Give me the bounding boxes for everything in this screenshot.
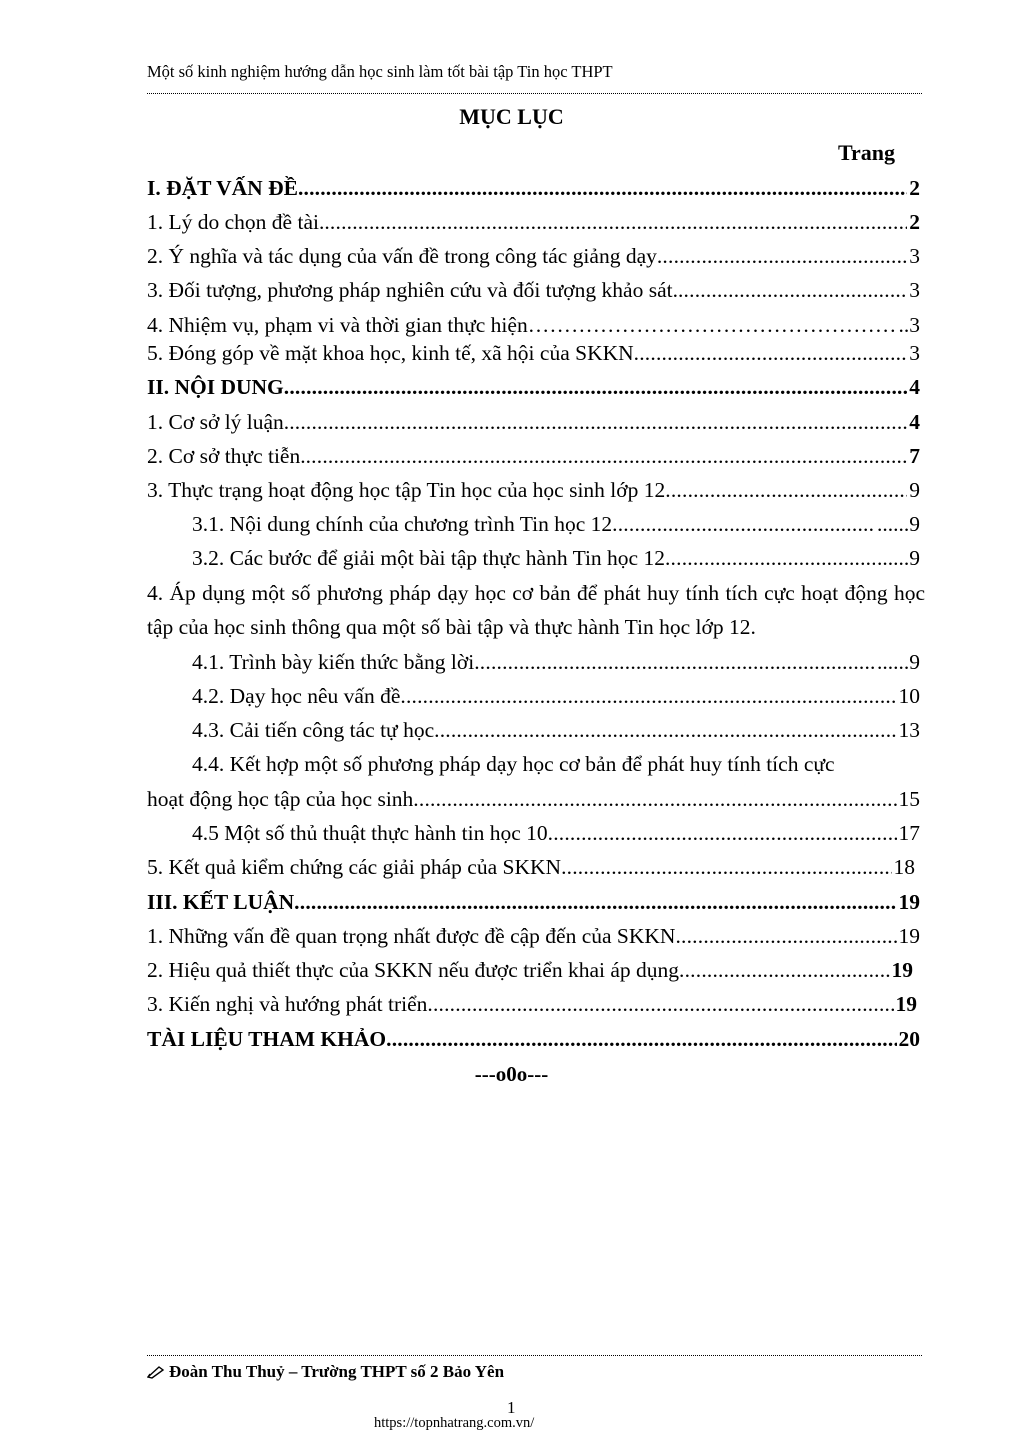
toc-label: 4. Áp dụng một số phương pháp dạy học cơ bản để phát huy tính tích cực hoạt động học tập của học sinh thông qua một số bài tập và thực hành Tin học lớp 12. [147,581,925,639]
toc-label: 1. Cơ sở lý luận. [147,410,290,434]
leader-dots [298,171,907,205]
leader-dots [612,507,875,541]
toc-entry-2-5[interactable] [147,850,915,884]
author-text: Đoàn Thu Thuỷ – Trường THPT số 2 Bảo Yên [169,1362,505,1381]
toc-label: 1. Lý do chọn đề tài. [147,210,325,234]
toc-page: 4 [909,375,920,399]
toc-label: 4.1. Trình bày kiến thức bằng lời [192,650,475,674]
toc-label: 4.2. Dạy học nêu vấn đề [192,684,401,708]
toc-page: 9 [909,478,920,502]
toc-entry-1-3[interactable] [147,273,920,307]
leader-dots [548,816,897,850]
leader-dots [386,1022,896,1056]
leader-dots [413,782,896,816]
toc-label: 4. Nhiệm vụ, phạm vi và thời gian thực hiện [147,313,528,337]
toc-page: ..3 [898,313,920,337]
toc-page: 4 [909,410,920,434]
leader-dots [324,205,907,239]
page-header: Một số kinh nghiệm hướng dẫn học sinh làm tốt bài tập Tin học THPT [147,62,613,81]
leader-dots [679,953,889,987]
toc-page: 7 [909,444,920,468]
leader-dots [434,713,896,747]
toc-entry-1-5[interactable] [147,336,920,370]
leader-dots [294,885,896,919]
toc-entry-2-4[interactable] [147,576,925,644]
toc-label: I. ĐẶT VẤN ĐỀ [147,176,298,200]
page-column-label: Trang [838,140,896,165]
toc-label: 2. Hiệu quả thiết thực của SKKN nếu được triển khai áp dụng [147,958,680,982]
toc-entry-3-3[interactable] [147,987,917,1021]
end-mark: ---o0o--- [474,1062,549,1086]
footer-divider [147,1355,922,1356]
toc-page: 19 [898,924,920,948]
page-number: 1 [507,1398,516,1417]
toc-entry-3-1[interactable] [147,919,920,953]
toc-page: 15 [898,787,920,811]
toc-entry-2-4-5[interactable] [192,816,920,850]
toc-label: 1. Những vấn đề quan trọng nhất được đề cập đến của SKKN [147,924,676,948]
leader-dots [427,987,893,1021]
toc-label: 5. Kết quả kiểm chứng các giải pháp của SKKN [147,855,562,879]
toc-label: 3.1. Nội dung chính của chương trình Tin học 12 [192,512,613,536]
toc-label: hoạt động học tập của học sinh [147,787,414,811]
toc-label: 3. Kiến nghị và hướng phát triển [147,992,428,1016]
source-url[interactable]: https://topnhatrang.com.vn/ [374,1415,535,1431]
toc-entry-2-3[interactable] [147,473,920,507]
toc-page: 13 [898,718,920,742]
toc-entry-part-2[interactable] [147,370,920,404]
toc-label: 2. Cơ sở thực tiễn. [147,444,306,468]
toc-page: 17 [898,821,920,845]
toc-label: 4.3. Cải tiến công tác tự học [192,718,435,742]
toc-page: 2 [909,176,920,200]
toc-page: 3 [909,341,920,365]
toc-page: 18 [893,855,915,879]
toc-entry-2-4-4[interactable] [147,747,925,781]
toc-entry-2-4-2[interactable] [192,679,920,713]
leader-dots [657,239,907,273]
leader-dots [284,370,907,404]
leader-dots [306,439,908,473]
toc-entry-2-2[interactable] [147,439,920,473]
toc-entry-part-1[interactable] [147,171,920,205]
toc-label: 4.4. Kết hợp một số phương pháp dạy học cơ bản để phát huy tính tích cực [192,752,835,776]
toc-entry-1-2[interactable] [147,239,920,273]
toc-entry-2-1[interactable] [147,405,920,439]
toc-page: 19 [895,992,917,1016]
toc-label: 3.2. Các bước để giải một bài tập thực hành Tin học 12 [192,546,665,570]
pen-icon [147,1364,165,1384]
toc-entry-2-4-3[interactable] [192,713,920,747]
toc-entry-2-3-2[interactable] [192,541,920,575]
header-divider [147,93,922,94]
toc-page: 3 [909,278,920,302]
toc-label: 4.5 Một số thủ thuật thực hành tin học 10 [192,821,548,845]
leader-dots [561,850,891,884]
toc-label: 2. Ý nghĩa và tác dụng của vấn đề trong công tác giảng dạy [147,244,657,268]
toc-page: ......9 [877,512,920,536]
toc-label: 3. Thực trạng hoạt động học tập Tin học của học sinh lớp 12 [147,478,666,502]
toc-page: 3 [909,244,920,268]
leader-dots [675,919,896,953]
toc-page: ......9 [877,546,920,570]
leader-dots [665,473,907,507]
leader-dots [678,273,907,307]
toc-page: 19 [898,890,920,914]
toc-label: 5. Đóng góp về mặt khoa học, kinh tế, xã hội của SKKN [147,341,634,365]
leader-dots [665,541,875,575]
toc-page: 20 [898,1027,920,1051]
toc-label: II. NỘI DUNG [147,375,284,399]
toc-page: 2 [909,210,920,234]
toc-label: III. KẾT LUẬN [147,890,295,914]
toc-label: 3. Đối tượng, phương pháp nghiên cứu và đối tượng khảo sát. [147,278,678,302]
toc-entry-1-1[interactable] [147,205,920,239]
toc-page: 10 [898,684,920,708]
toc-entry-2-4-1[interactable] [192,645,920,679]
toc-page: ......9 [877,650,920,674]
toc-entry-part-3[interactable] [147,885,920,919]
toc-entry-2-3-1[interactable] [192,507,920,541]
footer-author [147,1362,504,1384]
toc-entry-references[interactable] [147,1022,920,1056]
leader-dots [474,645,875,679]
toc-page: 19 [891,958,913,982]
leader-dots [634,336,908,370]
leader-dots [289,405,907,439]
toc-entry-3-2[interactable] [147,953,913,987]
page-title: MỤC LỤC [459,104,564,129]
toc-label: TÀI LIỆU THAM KHẢO [147,1027,387,1051]
leader-dots [400,679,896,713]
toc-entry-2-4-4-cont[interactable] [147,782,920,816]
